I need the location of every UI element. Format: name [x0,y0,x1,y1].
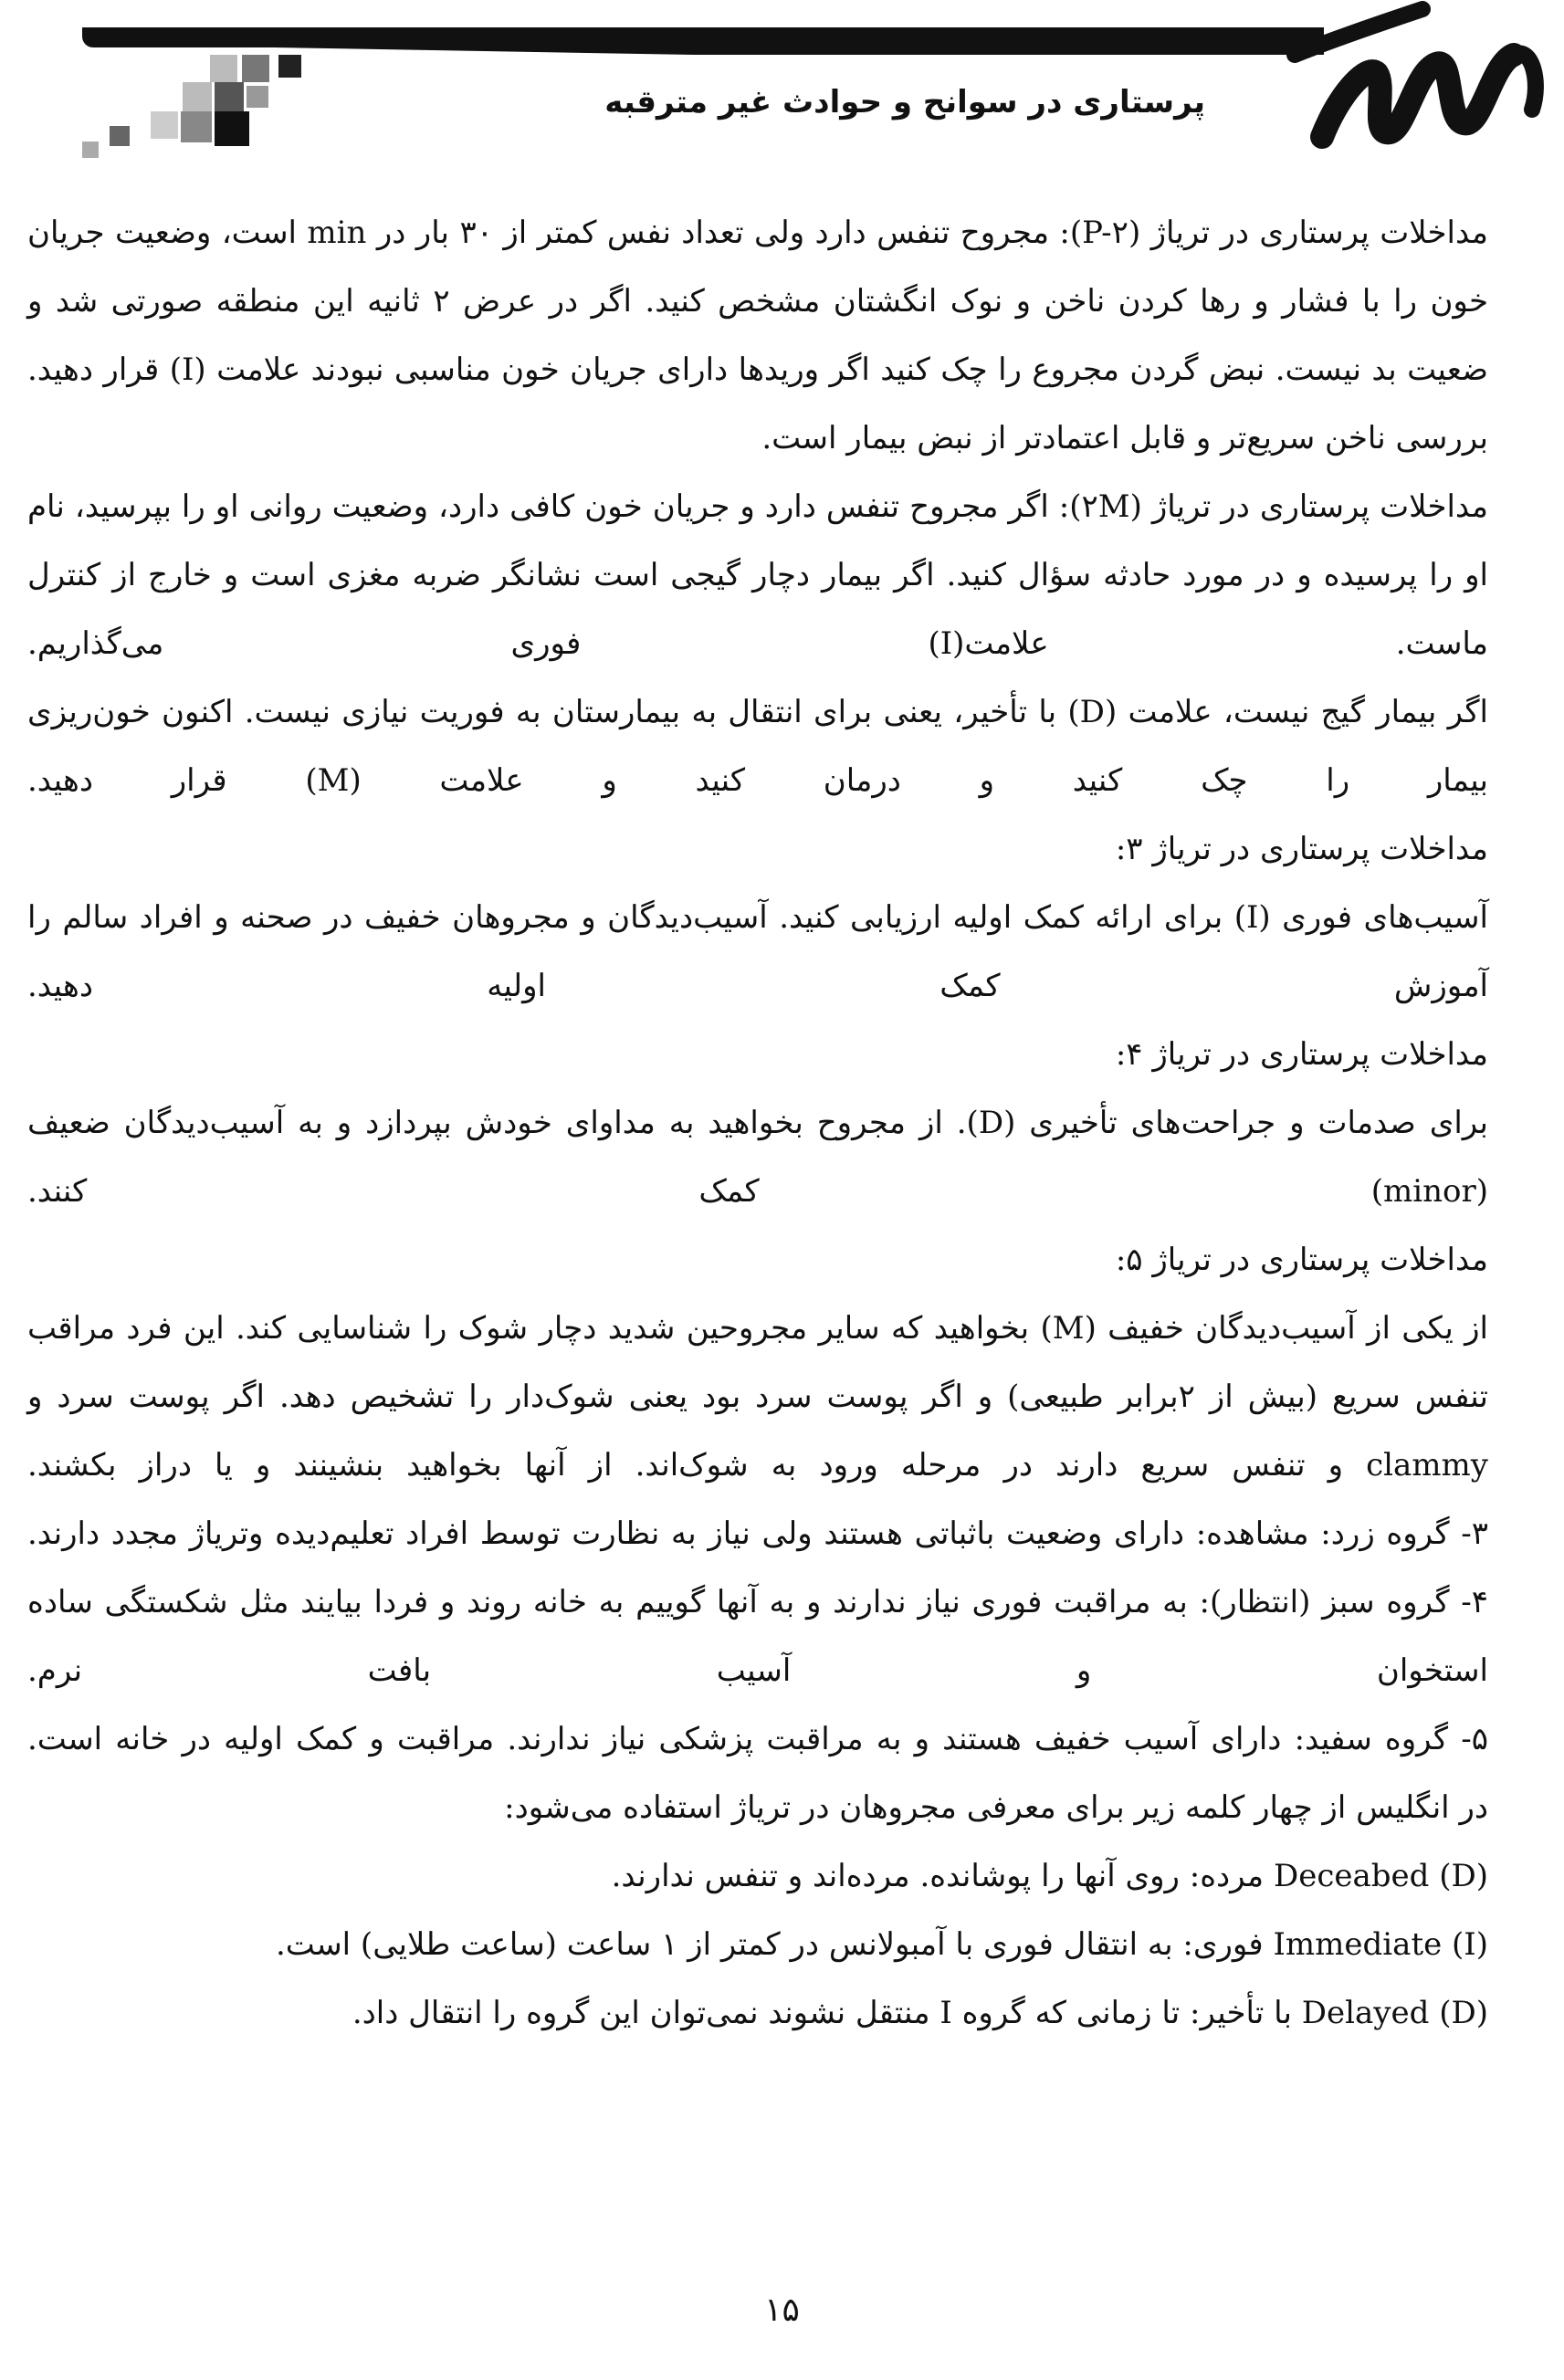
header-wedge [274,47,1324,55]
list-item-white-group: ۵- گروه سفید: دارای آسیب خفیف هستند و به مراقبت پزشکی نیاز ندارند. مراقبت و کمک اولیه در خانه است. [27,1721,1488,1757]
publisher-logo-icon [1286,0,1550,173]
term-deceased: Deceabed (D) مرده: روی آنها را پوشانده. مرده‌اند و تنفس ندارند. [611,1858,1488,1894]
paragraph-triage-2m: مداخلات پرستاری در تریاژ (۲M): اگر مجروح تنفس دارد و جریان خون کافی دارد، وضعیت روانی او را بپرسید، نام او را پرسیده و در مورد حادثه سؤال کنید. اگر بیمار دچار گیجی است نشانگر ضربه مغزی است و خارج از کنترل ماست. علامت(I) فوری می‌گذاریم. [27,488,1488,662]
body-text [27,199,1488,2048]
header-mosaic-decoration [82,55,374,155]
heading-triage-3: مداخلات پرستاری در تریاژ ۳: [1115,831,1488,867]
paragraph-not-confused: اگر بیمار گیج نیست، علامت (D) با تأخیر، یعنی برای انتقال به بیمارستان به فوریت نیازی نیست. اکنون خون‌ریزی بیمار را چک کنید و درمان کنید و علامت (M) قرار دهید. [27,694,1489,799]
paragraph-triage-5: از یکی از آسیب‌دیدگان خفیف (M) بخواهید که سایر مجروحین شدید دچار شوک را شناسایی کند. این فرد مراقب تنفس سریع (بیش از ۲برابر طبیعی) و اگر پوست سرد بود یعنی شوک‌دار را تشخیص دهد. اگر پوست سرد و clammy و تنفس سریع دارند در مرحله ورود به شوک‌اند. از آنها بخواهید بنشینند و یا دراز بکشند. [27,1310,1489,1484]
paragraph-triage-3: آسیب‌های فوری (I) برای ارائه کمک اولیه ارزیابی کنید. آسیب‌دیدگان و مجروهان خفیف در صحنه و افراد سالم را آموزش کمک اولیه دهید. [27,899,1488,1004]
page-number: ۱۵ [764,2291,800,2329]
header-bar [82,27,1324,47]
paragraph-nail-check: بررسی ناخن سریع‌تر و قابل اعتمادتر از نبض بیمار است. [761,420,1488,456]
heading-triage-5: مداخلات پرستاری در تریاژ ۵: [1115,1242,1488,1278]
paragraph-triage-4: برای صدمات و جراحت‌های تأخیری (D). از مجروح بخواهید به مداوای خودش بپردازد و به آسیب‌دیدگان ضعیف (minor) کمک کنند. [27,1105,1488,1210]
term-delayed: Delayed (D) با تأخیر: تا زمانی که گروه I منتقل نشوند نمی‌توان این گروه را انتقال داد. [352,1995,1488,2031]
page-header [0,0,1564,183]
term-immediate: Immediate (I) فوری: به انتقال فوری با آمبولانس در کمتر از ۱ ساعت (ساعت طلایی) است. [276,1926,1488,1963]
list-item-green-group: ۴- گروه سبز (انتظار): به مراقبت فوری نیاز ندارند و به آنها گوییم به خانه روند و فردا بیایند مثل شکستگی ساده استخوان و آسیب بافت نرم. [27,1584,1488,1689]
paragraph-triage-2p: مداخلات پرستاری در تریاژ (P-۲): مجروح تنفس دارد ولی تعداد نفس کمتر از ۳۰ بار در min است، وضعیت جریان خون را با فشار و رها کردن ناخن و نوک انگشتان مشخص کنید. اگر در عرض ۲ ثانیه این منطقه صورتی شد و ضعیت بد نیست. نبض گردن مجروع را چک کنید اگر وریدها دارای جریان خون مناسبی نبودند علامت (I) قرار دهید. [27,215,1489,388]
paragraph-english-terms-intro: در انگلیس از چهار کلمه زیر برای معرفی مجروهان در تریاژ استفاده می‌شود: [504,1789,1488,1826]
header-title: پرستاری در سوانح و حوادث غیر مترقبه [604,84,1205,121]
list-item-yellow-group: ۳- گروه زرد: مشاهده: دارای وضعیت باثباتی هستند ولی نیاز به نظارت توسط افراد تعلیم‌دیده وتریاژ مجدد دارند. [27,1515,1488,1552]
heading-triage-4: مداخلات پرستاری در تریاژ ۴: [1115,1036,1488,1073]
